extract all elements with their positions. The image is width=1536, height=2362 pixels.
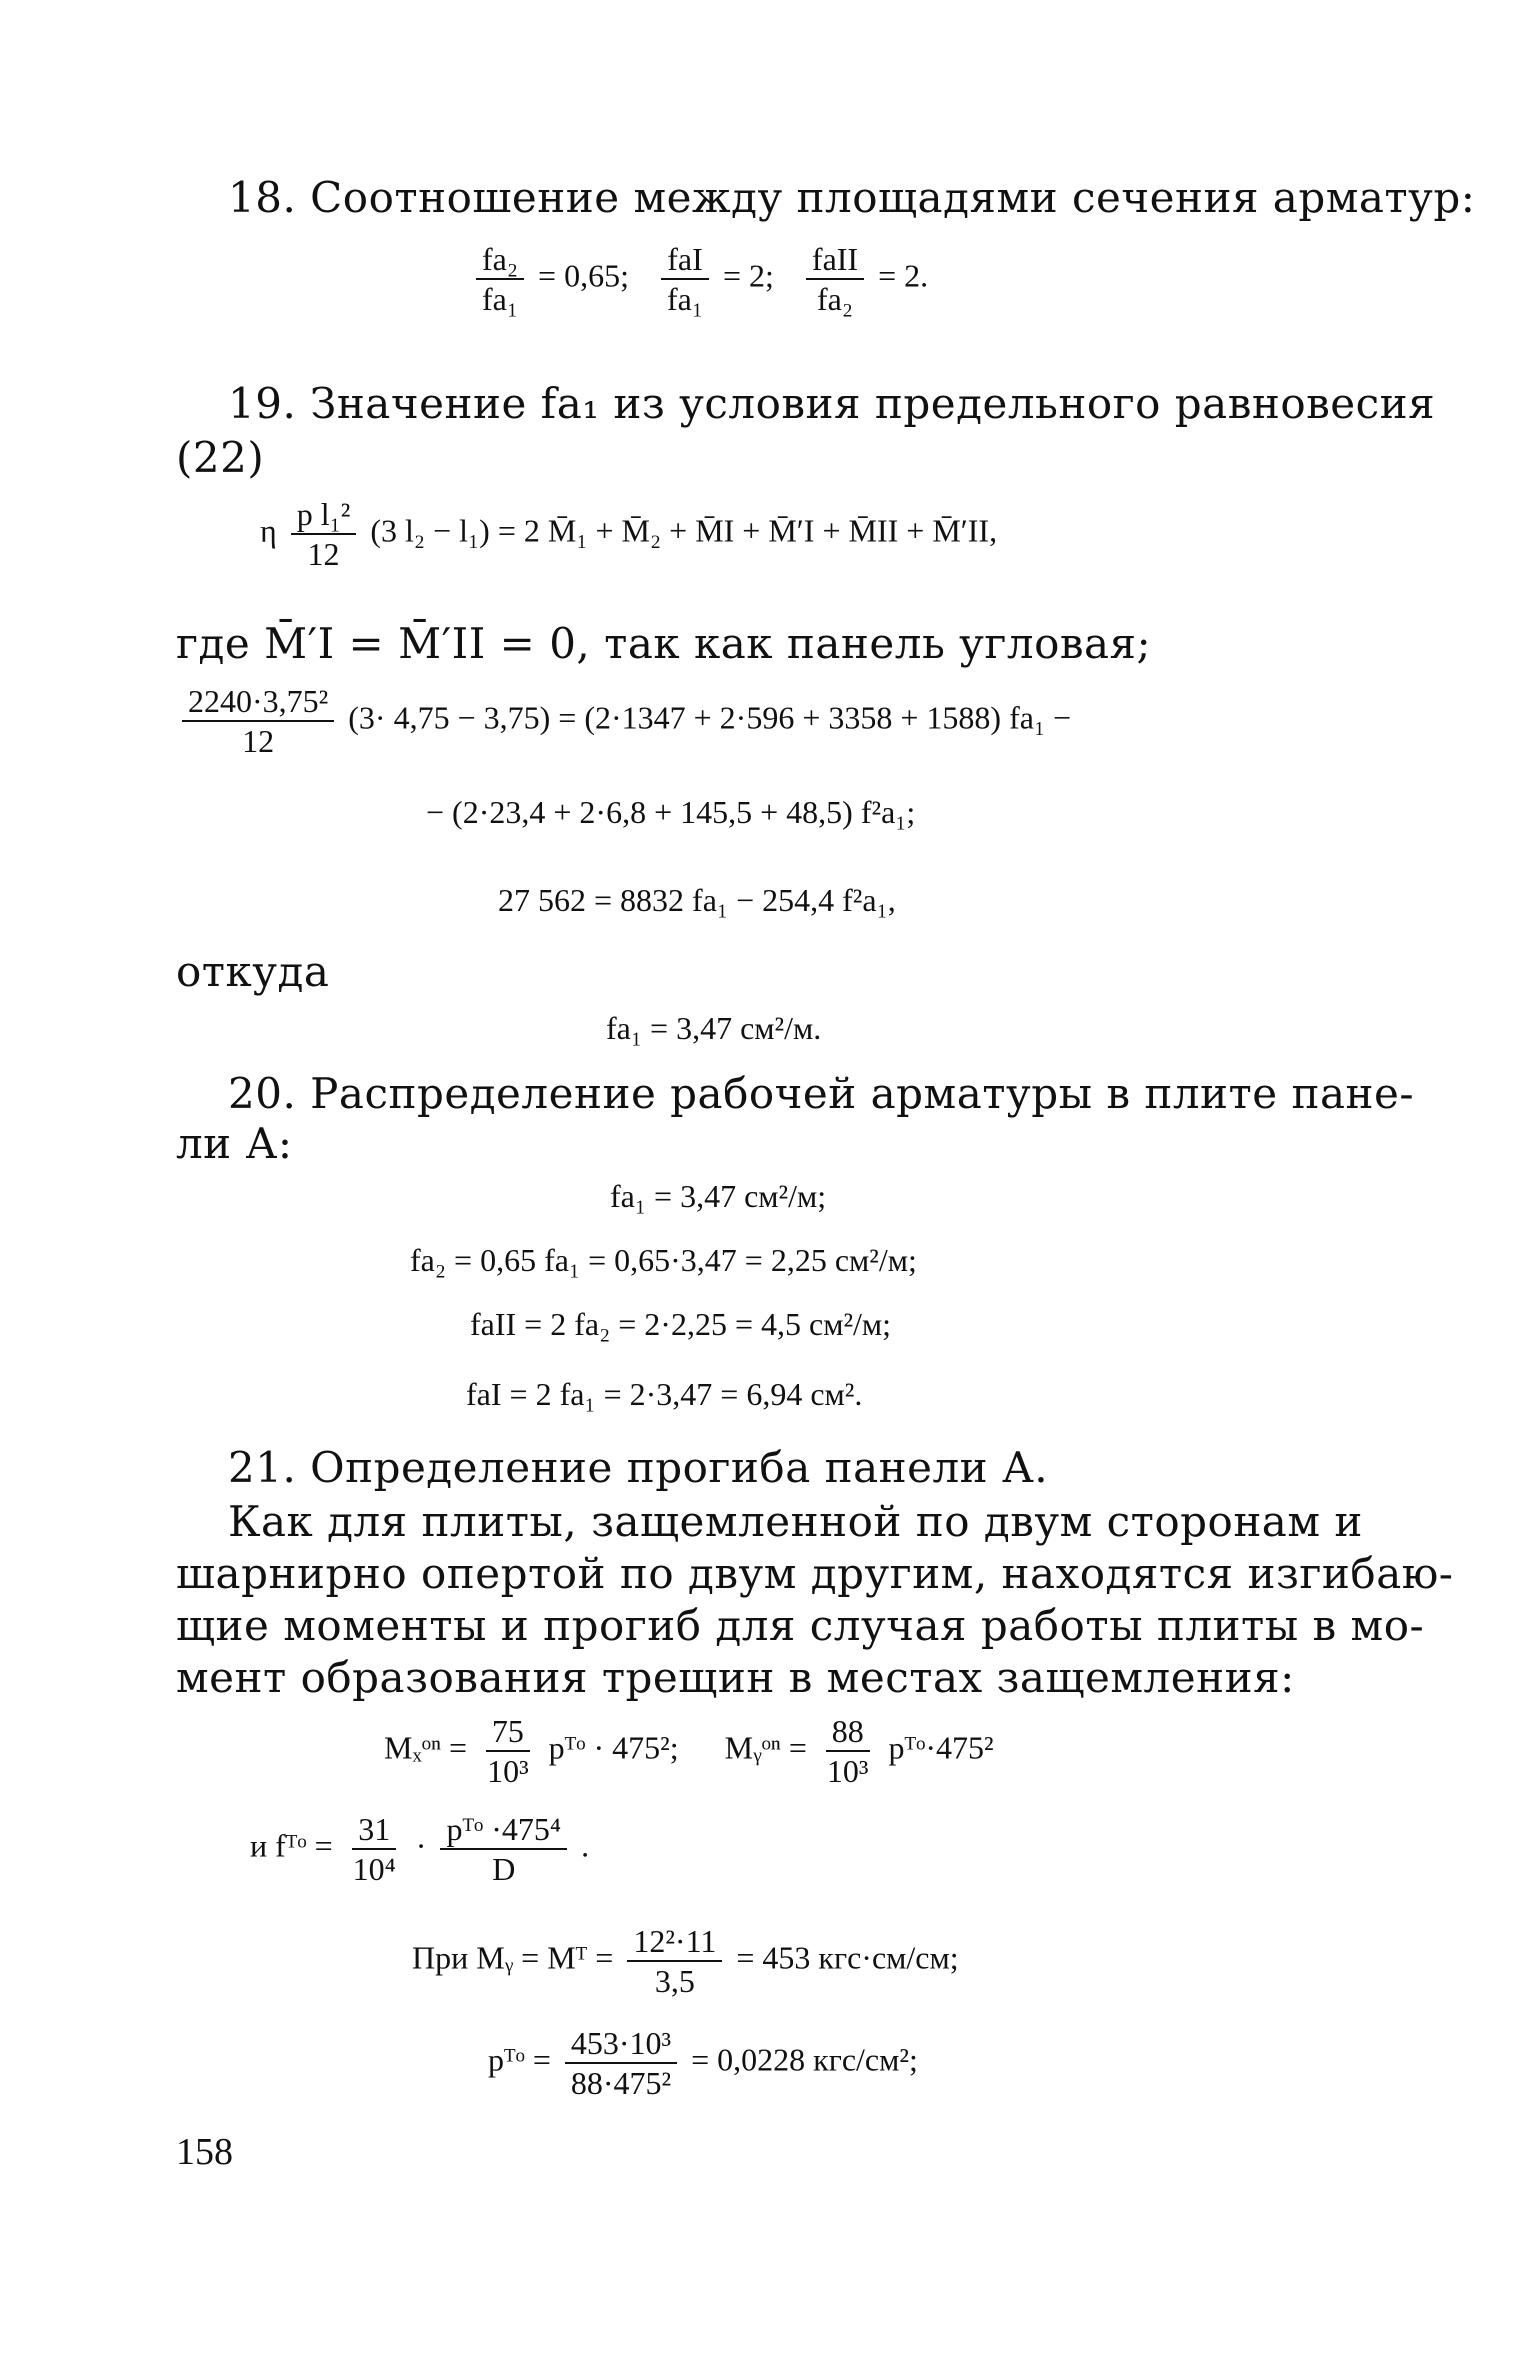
ratio-row: $\frac{\text{fa₂}}{\text{fa₁}}$ = 0,65; $\frac{\text{faI}}{\text{fa₁}}$ = 2; $\frac{\text{faII}}{\text{fa₂}}$ = 2. — [470, 240, 928, 318]
equation-fraction: $\frac{88}{\text{10³}}$ — [826, 1713, 869, 1789]
paragraph-line: шарнирно опертой по двум другим, находятся изгибаю- — [176, 1549, 1454, 1598]
reinforcement-line: faII = 2 fa₂ = 2·2,25 = 4,5 см²/м; — [470, 1306, 892, 1342]
section-20-heading: 20. Распределение рабочей арматуры в плите пане- — [228, 1069, 1415, 1118]
equation-fraction: $\frac{\text{2240·3,75²}}{12}$ — [182, 682, 334, 760]
equation-fraction: $\frac{\text{pᵀᵒ ·475⁴}}{D}$ — [440, 1810, 567, 1888]
where-line: где M̄′I = M̄′II = 0, так как панель угловая; — [176, 619, 1152, 668]
equation-fraction: $\frac{\text{453·10³}}{\text{88·475²}}$ — [565, 2024, 677, 2102]
reinforcement-line: fa₁ = 3,47 см²/м; — [610, 1178, 827, 1214]
fa1-value: fa₁ = 3,47 см²/м. — [606, 1010, 822, 1046]
equation-continuation: − (2·23,4 + 2·6,8 + 145,5 + 48,5) f²a₁; — [426, 794, 916, 830]
deflection-equation: и fᵀᵒ = $\frac{31}{\text{10⁴}}$ · $\frac{\text{pᵀᵒ ·475⁴}}{D}$ . — [250, 1811, 590, 1887]
equation-substituted: $\frac{\text{2240·3,75²}}{12}$ (3· 4,75 − 3,75) = (2·1347 + 2·596 + 3358 + 1588) fa₁ − — [176, 682, 1071, 760]
reinforcement-line: fa₂ = 0,65 fa₁ = 0,65·3,47 = 2,25 см²/м; — [410, 1242, 917, 1278]
moment-crack-equation: При Mᵧ = Mᵀ = $\frac{\text{12²·11}}{3,5}$ = 453 кгс·см/см; — [412, 1923, 959, 1999]
whence-label: откуда — [176, 947, 330, 996]
equation-fraction: $\frac{75}{\text{10³}}$ — [487, 1713, 529, 1789]
section-20-heading-cont: ли А: — [176, 1119, 293, 1168]
equation-fraction: $\frac{31}{\text{10⁴}}$ — [352, 1811, 396, 1887]
pressure-equation: pᵀᵒ = $\frac{\text{453·10³}}{\text{88·475²}}$ = 0,0228 кгс/см²; — [488, 2025, 918, 2101]
paragraph-line: щие моменты и прогиб для случая работы плиты в мо- — [176, 1601, 1425, 1650]
equation-fraction: $\frac{\text{12²·11}}{3,5}$ — [627, 1922, 722, 2000]
ratio-fraction: $\frac{\text{faII}}{\text{fa₂}}$ — [806, 240, 864, 318]
equation-equilibrium: η $\frac{\text{p l₁²}}{12}$ (3 l₂ − l₁) = 2 M̄₁ + M̄₂ + M̄I + M̄′I + M̄II + M̄′II, — [260, 496, 998, 572]
paragraph-line: Как для плиты, защемленной по двум сторонам и — [228, 1497, 1363, 1546]
page-number: 158 — [176, 2131, 233, 2173]
section-19-heading: 19. Значение fa₁ из условия предельного равновесия — [228, 379, 1436, 428]
equation-result: 27 562 = 8832 fa₁ − 254,4 f²a₁, — [498, 882, 896, 918]
section-21-heading: 21. Определение прогиба панели А. — [228, 1443, 1049, 1492]
ratio-fraction: $\frac{\text{fa₂}}{\text{fa₁}}$ — [476, 240, 524, 318]
section-19-heading-cont: (22) — [176, 433, 265, 482]
section-18-heading: 18. Соотношение между площадями сечения арматур: — [228, 173, 1476, 222]
reinforcement-line: faI = 2 fa₁ = 2·3,47 = 6,94 см². — [466, 1376, 863, 1412]
ratio-fraction: $\frac{\text{faI}}{\text{fa₁}}$ — [661, 240, 709, 318]
moment-equations: Mₓᵒⁿ = $\frac{75}{\text{10³}}$ pᵀᵒ · 475²; Mᵧᵒⁿ = $\frac{88}{\text{10³}}$ pᵀᵒ·475² — [384, 1713, 994, 1789]
paragraph-line: мент образования трещин в местах защемления: — [176, 1653, 1295, 1702]
equation-fraction: $\frac{\text{p l₁²}}{12}$ — [291, 495, 357, 573]
